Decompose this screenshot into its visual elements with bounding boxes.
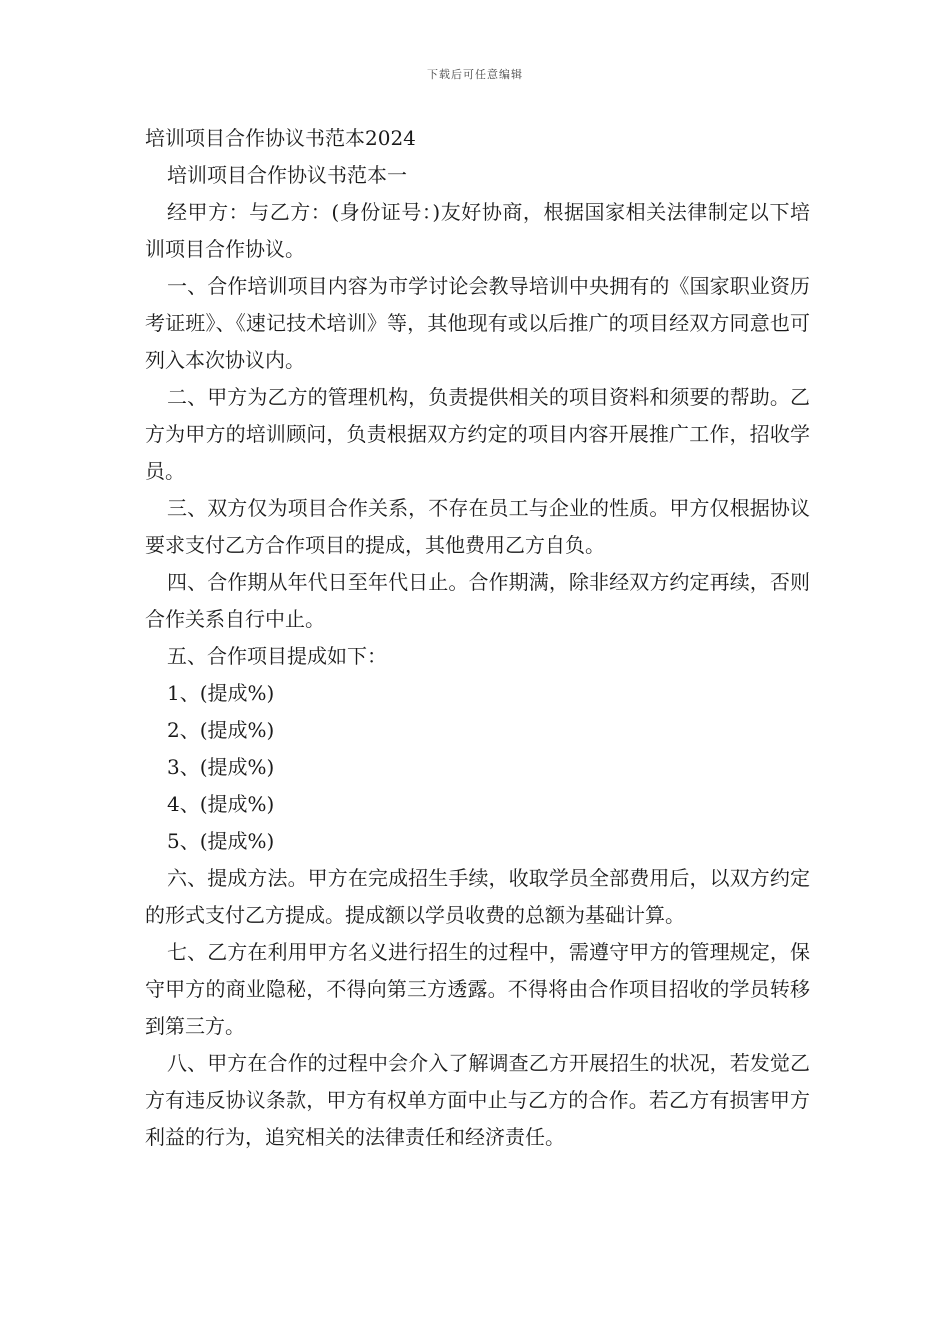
clause-4: 四、合作期从年代日至年代日止。合作期满，除非经双方约定再续，否则合作关系自行中止。 <box>145 570 810 631</box>
commission-item-5: 5、(提成%) <box>167 829 275 853</box>
intro-paragraph: 经甲方：与乙方：(身份证号：)友好协商，根据国家相关法律制定以下培训项目合作协议。 <box>145 200 810 261</box>
clause-8: 八、甲方在合作的过程中会介入了解调查乙方开展招生的状况，若发觉乙方有违反协议条款，甲方有权单方面中止与乙方的合作。若乙方有损害甲方利益的行为，追究相关的法律责任和经济责任。 <box>145 1051 810 1149</box>
document-subtitle: 培训项目合作协议书范本一 <box>167 163 407 187</box>
clause-5: 五、合作项目提成如下： <box>167 644 387 668</box>
commission-item-3: 3、(提成%) <box>167 755 275 779</box>
commission-item-2: 2、(提成%) <box>167 718 275 742</box>
commission-item-4: 4、(提成%) <box>167 792 275 816</box>
clause-7: 七、乙方在利用甲方名义进行招生的过程中，需遵守甲方的管理规定，保守甲方的商业隐秘，不得向第三方透露。不得将由合作项目招收的学员转移到第三方。 <box>145 940 810 1038</box>
header-note: 下载后可任意编辑 <box>427 68 523 81</box>
commission-item-1: 1、(提成%) <box>167 681 275 705</box>
document-body <box>145 120 810 1156</box>
document-title: 培训项目合作协议书范本2024 <box>145 126 416 150</box>
clause-6: 六、提成方法。甲方在完成招生手续，收取学员全部费用后，以双方约定的形式支付乙方提成。提成额以学员收费的总额为基础计算。 <box>145 866 810 927</box>
clause-3: 三、双方仅为项目合作关系，不存在员工与企业的性质。甲方仅根据协议要求支付乙方合作项目的提成，其他费用乙方自负。 <box>145 496 810 557</box>
clause-2: 二、甲方为乙方的管理机构，负责提供相关的项目资料和须要的帮助。乙方为甲方的培训顾问，负责根据双方约定的项目内容开展推广工作，招收学员。 <box>145 385 810 483</box>
clause-1: 一、合作培训项目内容为市学讨论会教导培训中央拥有的《国家职业资历考证班》、《速记技术培训》等，其他现有或以后推广的项目经双方同意也可列入本次协议内。 <box>145 274 810 372</box>
